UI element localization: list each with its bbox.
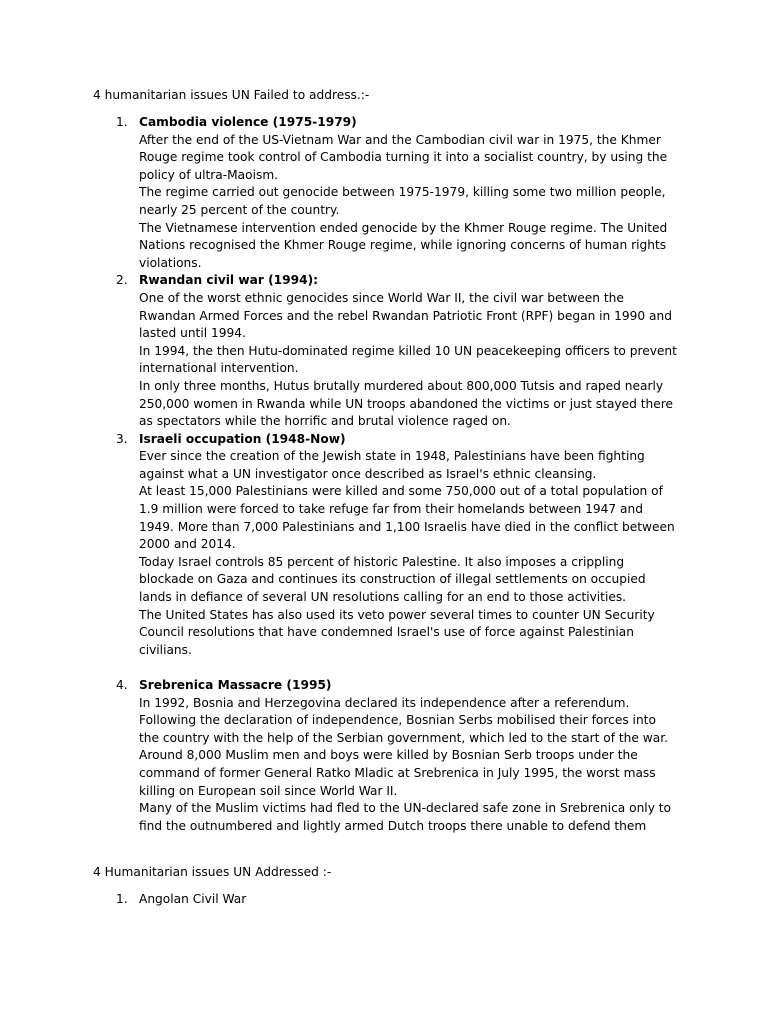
addressed-issues-list [0,891,768,909]
paragraph: The United States has also used its veto power several times to counter UN Security Council resolutions that have condemned Israel's use of force against Palestinian civilians. [139,607,655,657]
list-item-rwanda [0,272,768,430]
paragraph: Around 8,000 Muslim men and boys were killed by Bosnian Serb troops under the command of former General Ratko Mladic at Srebrenica in July 1995, the worst mass killing on European soil since World War II. [139,748,656,798]
paragraph: The regime carried out genocide between 1975-1979, killing some two million people, nearly 25 percent of the country. [139,185,666,217]
section-heading-addressed: 4 Humanitarian issues UN Addressed :- [93,865,332,879]
list-item-srebrenica [0,677,768,835]
list-item-angola [0,891,768,909]
item-title-rwanda: Rwandan civil war (1994): [139,273,319,288]
list-item-cambodia [0,114,768,272]
paragraph: In only three months, Hutus brutally murdered about 800,000 Tutsis and raped nearly 250,000 women in Rwanda while UN troops abandoned the victims or just stayed there as spectators while the horrific and brutal violence raged on. [139,378,673,429]
paragraph: At least 15,000 Palestinians were killed and some 750,000 out of a total population of 1.9 million were forced to take refuge far from their homelands between 1947 and 1949. More than 7,000 Palestinians and 1,100 Israelis have died in the conflict between 2000 and 2014. [139,484,675,552]
list-item-number: 1. [116,115,128,129]
item-title-srebrenica: Srebrenica Massacre (1995) [139,678,332,692]
paragraph: Many of the Muslim victims had fled to the UN-declared safe zone in Srebrenica only to find the outnumbered and lightly armed Dutch troops there unable to defend them [139,801,672,833]
item-title-israel: Israeli occupation (1948-Now) [139,431,346,446]
paragraph: Today Israel controls 85 percent of historic Palestine. It also imposes a crippling blockade on Gaza and continues its construction of illegal settlements on occupied lands in defiance of several UN resolutions calling for an end to those activities. [139,554,646,605]
list-item-number: 2. [116,273,128,288]
paragraph: Ever since the creation of the Jewish state in 1948, Palestinians have been fighting against what a UN investigator once described as Israel's ethnic cleansing. [139,449,645,481]
failed-issues-list [0,114,768,835]
paragraph: In 1994, the then Hutu-dominated regime killed 10 UN peacekeeping officers to prevent international intervention. [139,343,677,376]
item-label-angola: Angolan Civil War [139,892,247,906]
list-item-number: 4. [116,678,128,692]
list-item-number: 3. [116,431,128,446]
paragraph: In 1992, Bosnia and Herzegovina declared its independence after a referendum. Following the declaration of independence, Bosnian Serbs mobilised their forces into the country with the help of the Serbian government, which led to the start of the war. [139,695,668,745]
section-heading-failed: 4 humanitarian issues UN Failed to address.:- [93,88,370,102]
paragraph: After the end of the US-Vietnam War and the Cambodian civil war in 1975, the Khmer Rouge regime took control of Cambodia turning it into a socialist country, by using the policy of ultra-Maoism. [139,132,668,182]
item-title-cambodia: Cambodia violence (1975-1979) [139,115,357,129]
paragraph: The Vietnamese intervention ended genocide by the Khmer Rouge regime. The United Nations recognised the Khmer Rouge regime, while ignoring concerns of human rights violations. [139,220,668,270]
paragraph: One of the worst ethnic genocides since World War II, the civil war between the Rwandan Armed Forces and the rebel Rwandan Patriotic Front (RPF) began in 1990 and lasted until 1994. [139,290,672,341]
list-item-israel [0,431,768,660]
list-item-number: 1. [116,892,128,906]
